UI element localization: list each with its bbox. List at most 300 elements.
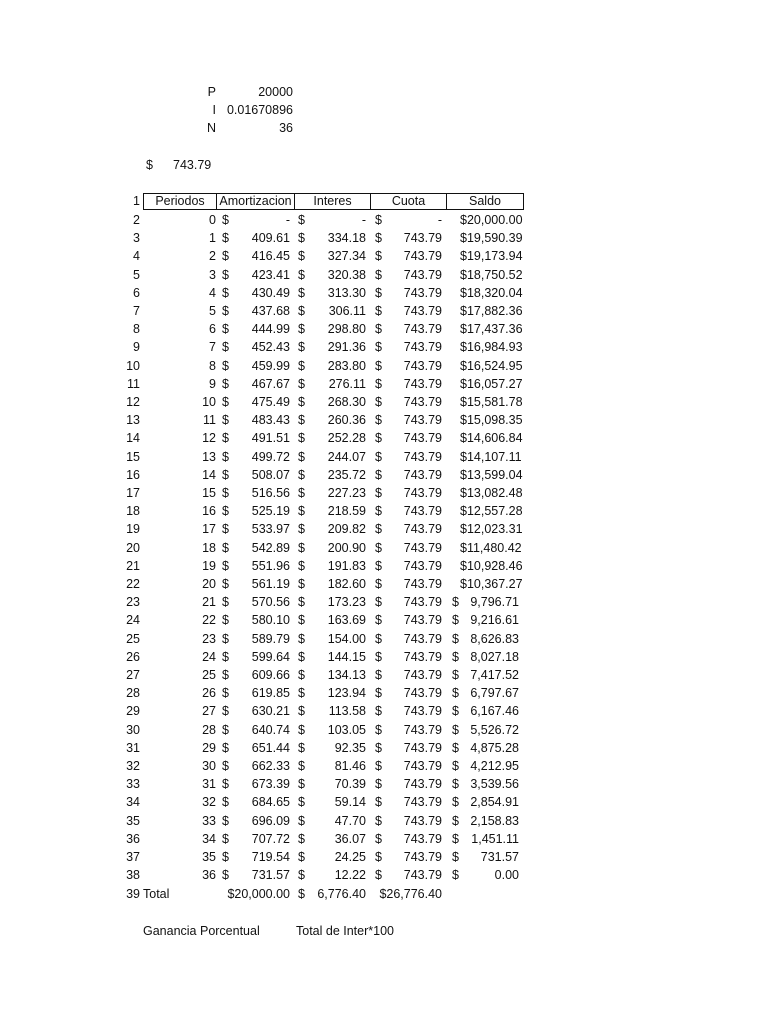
param-value-n: 36: [279, 121, 293, 135]
cell-interes: 81.46: [334, 759, 366, 773]
cell-interes: 209.82: [327, 522, 366, 537]
cell-row-index: 15: [126, 449, 140, 464]
cell-saldo-sign: $: [452, 759, 459, 773]
cell-saldo: 9,216.61: [470, 613, 519, 628]
cell-row-index: 29: [126, 704, 140, 719]
cell-amort-sign: $: [222, 213, 229, 227]
cell-interes: 113.58: [328, 704, 366, 719]
cell-interes-sign: $: [298, 850, 305, 864]
cell-interes: 70.39: [334, 777, 366, 792]
cell-interes: 24.25: [334, 850, 366, 864]
cell-row-index: 17: [126, 486, 140, 500]
cell-amort-sign: $: [222, 649, 229, 664]
cell-periodo: 28: [202, 722, 216, 737]
cell-saldo: $19,173.94: [460, 249, 523, 264]
cell-saldo: 2,158.83: [470, 813, 519, 828]
cell-amort-sign: $: [222, 777, 229, 792]
cell-interes: 103.05: [327, 722, 366, 737]
cell-interes-sign: $: [298, 322, 305, 337]
cell-interes-sign: $: [298, 413, 305, 428]
cell-cuota-sign: $: [375, 231, 382, 246]
cell-saldo-sign: $: [452, 740, 459, 755]
cell-cuota-sign: $: [375, 522, 382, 537]
cell-amort-sign: $: [222, 613, 229, 628]
cell-interes: 92.35: [334, 740, 366, 755]
cell-cuota-sign: $: [375, 631, 382, 646]
cell-interes-sign: $: [298, 686, 305, 701]
cell-cuota: 743.79: [403, 686, 442, 701]
cell-row-index: 32: [126, 759, 140, 773]
cell-cuota-sign: $: [375, 322, 382, 337]
cell-cuota-sign: $: [375, 431, 382, 446]
cell-interes-sign: $: [298, 540, 305, 555]
cell-interes-sign: $: [298, 740, 305, 755]
cell-cuota: 743.79: [403, 795, 442, 810]
footer-formula-note: Total de Inter*100: [296, 924, 394, 938]
cell-saldo-sign: $: [452, 777, 459, 792]
cell-saldo-sign: $: [452, 831, 459, 846]
cell-cuota: 743.79: [403, 558, 442, 573]
cell-interes-sign: $: [298, 831, 305, 846]
cell-saldo: 0.00: [494, 868, 519, 883]
cell-amortizacion: 609.66: [251, 668, 290, 682]
cell-row-index: 22: [126, 577, 140, 591]
cell-periodo: 0: [209, 213, 216, 227]
cell-interes-sign: $: [298, 449, 305, 464]
cell-cuota-sign: $: [375, 486, 382, 500]
cell-saldo: 9,796.71: [470, 595, 519, 610]
cell-saldo: 6,167.46: [470, 704, 519, 719]
cell-periodo: 9: [209, 376, 216, 391]
cell-amort-sign: $: [222, 668, 229, 682]
cell-row-index: 2: [133, 213, 140, 227]
cell-periodo: 7: [209, 340, 216, 355]
cell-interes: 291.36: [327, 340, 366, 355]
cell-amortizacion: 662.33: [251, 759, 290, 773]
cell-interes: 154.00: [327, 631, 366, 646]
cell-saldo-sign: $: [452, 631, 459, 646]
cell-interes-sign: $: [298, 704, 305, 719]
cell-amort-sign: $: [222, 558, 229, 573]
cell-cuota: 743.79: [403, 577, 442, 591]
cell-cuota-sign: $: [375, 413, 382, 428]
header-periodos: Periodos: [143, 193, 217, 210]
cell-amort-sign: $: [222, 831, 229, 846]
cell-amortizacion: 696.09: [251, 813, 290, 828]
cell-row-index: 5: [133, 267, 140, 282]
cell-saldo: $10,367.27: [460, 577, 523, 591]
cell-cuota: 743.79: [403, 504, 442, 519]
cell-row-index: 28: [126, 686, 140, 701]
cell-cuota-sign: $: [375, 376, 382, 391]
cell-interes-sign: $: [298, 340, 305, 355]
cell-periodo: 6: [209, 322, 216, 337]
cell-amortizacion: 561.19: [251, 577, 290, 591]
cell-cuota: 743.79: [403, 540, 442, 555]
cell-amort-sign: $: [222, 722, 229, 737]
cell-interes-sign: $: [298, 486, 305, 500]
cell-row-index: 13: [126, 413, 140, 428]
cell-saldo: $17,882.36: [460, 304, 523, 318]
cell-cuota: 743.79: [403, 467, 442, 482]
cell-amortizacion: 437.68: [251, 304, 290, 318]
cell-amortizacion: 459.99: [251, 358, 290, 373]
cell-interes: 218.59: [327, 504, 366, 519]
cell-amortizacion: -: [285, 213, 290, 227]
cell-saldo-sign: $: [452, 649, 459, 664]
cell-amort-sign: $: [222, 686, 229, 701]
cell-cuota-sign: $: [375, 613, 382, 628]
cell-row-index: 23: [126, 595, 140, 610]
cell-amortizacion: 731.57: [251, 868, 290, 883]
cell-cuota: -: [437, 213, 442, 227]
cell-cuota-sign: $: [375, 795, 382, 810]
cell-interes: 59.14: [334, 795, 366, 810]
cell-amort-sign: $: [222, 868, 229, 883]
cell-amortizacion: 651.44: [251, 740, 290, 755]
cell-saldo: $17,437.36: [460, 322, 523, 337]
cell-cuota-sign: $: [375, 558, 382, 573]
cell-cuota-sign: $: [375, 704, 382, 719]
cell-interes: 200.90: [327, 540, 366, 555]
cell-row-index: 16: [126, 467, 140, 482]
cell-periodo: 24: [202, 649, 216, 664]
cell-periodo: 10: [202, 395, 216, 409]
cell-amortizacion: 444.99: [251, 322, 290, 337]
cell-interes: 36.07: [334, 831, 366, 846]
cell-saldo: 2,854.91: [470, 795, 519, 810]
cell-periodo: 36: [202, 868, 216, 883]
cell-cuota: 743.79: [403, 249, 442, 264]
header-row-index: 1: [133, 194, 140, 208]
cell-saldo: $16,524.95: [460, 358, 523, 373]
cell-amort-sign: $: [222, 850, 229, 864]
cell-row-index: 24: [126, 613, 140, 628]
cell-amort-sign: $: [222, 304, 229, 318]
cell-amortizacion: 640.74: [251, 722, 290, 737]
cell-cuota: 743.79: [403, 704, 442, 719]
cell-saldo: 5,526.72: [470, 722, 519, 737]
cell-cuota: 743.79: [403, 285, 442, 300]
cell-interes-sign: $: [298, 376, 305, 391]
cell-amort-sign: $: [222, 486, 229, 500]
cell-interes-sign: $: [298, 613, 305, 628]
cell-cuota: 743.79: [403, 740, 442, 755]
cell-saldo: $19,590.39: [460, 231, 523, 246]
cell-interes: 182.60: [327, 577, 366, 591]
param-value-i: 0.01670896: [226, 103, 293, 117]
total-interes-sign: $: [298, 887, 305, 901]
footer-ganancia-label: Ganancia Porcentual: [143, 924, 260, 938]
cell-periodo: 1: [209, 231, 216, 246]
cell-amort-sign: $: [222, 540, 229, 555]
cell-saldo: $18,320.04: [460, 285, 523, 300]
cell-cuota-sign: $: [375, 649, 382, 664]
cell-interes-sign: $: [298, 577, 305, 591]
cell-row-index: 8: [133, 322, 140, 337]
cell-interes-sign: $: [298, 213, 305, 227]
cell-interes-sign: $: [298, 795, 305, 810]
cell-periodo: 20: [202, 577, 216, 591]
cell-amortizacion: 423.41: [251, 267, 290, 282]
cell-periodo: 14: [202, 467, 216, 482]
cell-periodo: 17: [202, 522, 216, 537]
cell-periodo: 34: [202, 831, 216, 846]
cell-amort-sign: $: [222, 267, 229, 282]
cell-interes: 191.83: [327, 558, 366, 573]
cell-row-index: 38: [126, 868, 140, 883]
total-interes: 6,776.40: [317, 887, 366, 901]
cell-saldo: 6,797.67: [470, 686, 519, 701]
cell-interes: 327.34: [327, 249, 366, 264]
cell-saldo-sign: $: [452, 704, 459, 719]
cell-interes: 173.23: [327, 595, 366, 610]
cell-amort-sign: $: [222, 249, 229, 264]
cell-saldo: $13,082.48: [460, 486, 523, 500]
cell-periodo: 19: [202, 558, 216, 573]
cell-amortizacion: 599.64: [251, 649, 290, 664]
cell-saldo: 7,417.52: [470, 668, 519, 682]
cell-amort-sign: $: [222, 522, 229, 537]
cell-amort-sign: $: [222, 740, 229, 755]
cell-interes: 123.94: [327, 686, 366, 701]
cell-amort-sign: $: [222, 395, 229, 409]
cell-cuota: 743.79: [403, 868, 442, 883]
cell-interes-sign: $: [298, 558, 305, 573]
cell-cuota: 743.79: [403, 431, 442, 446]
cell-interes: 298.80: [327, 322, 366, 337]
cell-cuota-sign: $: [375, 759, 382, 773]
cell-saldo-sign: $: [452, 795, 459, 810]
cell-amort-sign: $: [222, 449, 229, 464]
cell-amortizacion: 630.21: [251, 704, 290, 719]
cell-amortizacion: 430.49: [251, 285, 290, 300]
cell-interes-sign: $: [298, 595, 305, 610]
cell-amort-sign: $: [222, 231, 229, 246]
cell-saldo: $13,599.04: [460, 467, 523, 482]
cell-periodo: 35: [202, 850, 216, 864]
cell-saldo-sign: $: [452, 613, 459, 628]
cell-interes: 320.38: [327, 267, 366, 282]
cell-cuota-sign: $: [375, 831, 382, 846]
cell-periodo: 13: [202, 449, 216, 464]
cell-cuota-sign: $: [375, 868, 382, 883]
cell-cuota-sign: $: [375, 449, 382, 464]
header-saldo: Saldo: [446, 193, 524, 210]
cell-periodo: 18: [202, 540, 216, 555]
cell-amortizacion: 525.19: [251, 504, 290, 519]
cell-row-index: 36: [126, 831, 140, 846]
cell-cuota-sign: $: [375, 722, 382, 737]
cell-row-index: 10: [126, 358, 140, 373]
cell-interes-sign: $: [298, 249, 305, 264]
cell-periodo: 27: [202, 704, 216, 719]
cell-interes-sign: $: [298, 631, 305, 646]
cell-row-index: 3: [133, 231, 140, 246]
cell-amortizacion: 409.61: [251, 231, 290, 246]
cell-amort-sign: $: [222, 467, 229, 482]
cell-saldo: $20,000.00: [460, 213, 523, 227]
cell-cuota-sign: $: [375, 740, 382, 755]
cell-cuota-sign: $: [375, 213, 382, 227]
cell-periodo: 25: [202, 668, 216, 682]
cell-row-index: 14: [126, 431, 140, 446]
cell-cuota-sign: $: [375, 249, 382, 264]
cell-interes-sign: $: [298, 522, 305, 537]
cell-cuota: 743.79: [403, 522, 442, 537]
cell-periodo: 31: [202, 777, 216, 792]
cell-saldo-sign: $: [452, 722, 459, 737]
cell-interes: 134.13: [327, 668, 366, 682]
cell-row-index: 6: [133, 285, 140, 300]
cell-cuota-sign: $: [375, 777, 382, 792]
cell-row-index: 25: [126, 631, 140, 646]
cell-saldo: $15,581.78: [460, 395, 523, 409]
total-amortizacion: $20,000.00: [227, 887, 290, 901]
cell-saldo: 3,539.56: [470, 777, 519, 792]
cell-periodo: 3: [209, 267, 216, 282]
header-amortizacion: Amortizacion: [216, 193, 295, 210]
cell-cuota-sign: $: [375, 340, 382, 355]
cell-interes-sign: $: [298, 285, 305, 300]
cell-amort-sign: $: [222, 577, 229, 591]
cell-saldo: 4,212.95: [470, 759, 519, 773]
cell-interes-sign: $: [298, 777, 305, 792]
cell-saldo: $14,107.11: [460, 449, 522, 464]
cell-saldo: $16,984.93: [460, 340, 523, 355]
cell-saldo: 1,451.11: [471, 831, 519, 846]
cell-interes-sign: $: [298, 668, 305, 682]
cell-amortizacion: 673.39: [251, 777, 290, 792]
cell-amortizacion: 533.97: [251, 522, 290, 537]
cell-cuota: 743.79: [403, 668, 442, 682]
cell-cuota: 743.79: [403, 813, 442, 828]
cell-cuota-sign: $: [375, 504, 382, 519]
cell-periodo: 21: [202, 595, 216, 610]
cell-interes: 12.22: [334, 868, 366, 883]
cell-amortizacion: 508.07: [251, 467, 290, 482]
cell-interes-sign: $: [298, 722, 305, 737]
cell-interes-sign: $: [298, 813, 305, 828]
cell-interes: 252.28: [327, 431, 366, 446]
cell-saldo: $16,057.27: [460, 376, 523, 391]
cell-amort-sign: $: [222, 704, 229, 719]
cell-amort-sign: $: [222, 595, 229, 610]
cell-interes-sign: $: [298, 649, 305, 664]
cell-interes: 260.36: [327, 413, 366, 428]
cell-cuota-sign: $: [375, 540, 382, 555]
cell-cuota-sign: $: [375, 358, 382, 373]
cell-cuota: 743.79: [403, 358, 442, 373]
cell-cuota-sign: $: [375, 595, 382, 610]
cell-interes-sign: $: [298, 304, 305, 318]
cell-cuota-sign: $: [375, 850, 382, 864]
cell-interes-sign: $: [298, 759, 305, 773]
cell-saldo-sign: $: [452, 668, 459, 682]
cell-saldo: $10,928.46: [460, 558, 523, 573]
total-label: Total: [143, 887, 170, 901]
total-cuota: $26,776.40: [379, 887, 442, 901]
cell-saldo: 4,875.28: [470, 740, 519, 755]
cell-cuota: 743.79: [403, 759, 442, 773]
cell-interes: 306.11: [328, 304, 366, 318]
cell-cuota-sign: $: [375, 267, 382, 282]
cell-row-index: 19: [126, 522, 140, 537]
cell-row-index: 35: [126, 813, 140, 828]
cell-amortizacion: 516.56: [251, 486, 290, 500]
cell-amortizacion: 483.43: [251, 413, 290, 428]
cell-saldo: $18,750.52: [460, 267, 523, 282]
cell-periodo: 30: [202, 759, 216, 773]
cell-amort-sign: $: [222, 413, 229, 428]
cell-cuota: 743.79: [403, 322, 442, 337]
cell-cuota-sign: $: [375, 304, 382, 318]
cell-row-index: 4: [133, 249, 140, 264]
header-interes: Interes: [294, 193, 371, 210]
cell-cuota: 743.79: [403, 340, 442, 355]
cell-amortizacion: 416.45: [251, 249, 290, 264]
cell-amort-sign: $: [222, 813, 229, 828]
cell-cuota: 743.79: [403, 376, 442, 391]
cell-cuota: 743.79: [403, 722, 442, 737]
param-label-i: I: [212, 103, 216, 117]
cell-saldo: 8,626.83: [470, 631, 519, 646]
header-cuota: Cuota: [370, 193, 447, 210]
cell-periodo: 11: [203, 413, 216, 428]
cell-saldo: 731.57: [480, 850, 519, 864]
cell-cuota-sign: $: [375, 285, 382, 300]
cell-periodo: 2: [209, 249, 216, 264]
cell-row-index: 34: [126, 795, 140, 810]
cell-saldo: $12,023.31: [460, 522, 523, 537]
cell-periodo: 5: [209, 304, 216, 318]
cell-amortizacion: 452.43: [251, 340, 290, 355]
cell-row-index: 11: [127, 376, 140, 391]
cell-saldo-sign: $: [452, 868, 459, 883]
cell-cuota-sign: $: [375, 395, 382, 409]
cell-cuota-sign: $: [375, 467, 382, 482]
cell-periodo: 33: [202, 813, 216, 828]
cell-periodo: 29: [202, 740, 216, 755]
cell-amortizacion: 570.56: [251, 595, 290, 610]
cell-interes-sign: $: [298, 358, 305, 373]
cell-row-index: 21: [126, 558, 140, 573]
cell-row-index: 33: [126, 777, 140, 792]
cell-amortizacion: 551.96: [251, 558, 290, 573]
cell-amortizacion: 475.49: [251, 395, 290, 409]
cell-periodo: 23: [202, 631, 216, 646]
cell-interes: 47.70: [334, 813, 366, 828]
cell-interes-sign: $: [298, 431, 305, 446]
cell-amortizacion: 467.67: [251, 376, 290, 391]
cell-amortizacion: 491.51: [251, 431, 290, 446]
cell-interes: 334.18: [327, 231, 366, 246]
cell-interes: -: [361, 213, 366, 227]
cell-interes: 163.69: [327, 613, 366, 628]
cell-periodo: 26: [202, 686, 216, 701]
cell-cuota: 743.79: [403, 850, 442, 864]
cell-saldo: $14,606.84: [460, 431, 523, 446]
param-value-p: 20000: [258, 85, 293, 99]
cell-interes-sign: $: [298, 395, 305, 409]
payment-currency: $: [146, 158, 153, 172]
cell-periodo: 32: [202, 795, 216, 810]
cell-saldo-sign: $: [452, 686, 459, 701]
cell-cuota: 743.79: [403, 449, 442, 464]
cell-saldo-sign: $: [452, 595, 459, 610]
cell-cuota: 743.79: [403, 631, 442, 646]
cell-amortizacion: 684.65: [251, 795, 290, 810]
